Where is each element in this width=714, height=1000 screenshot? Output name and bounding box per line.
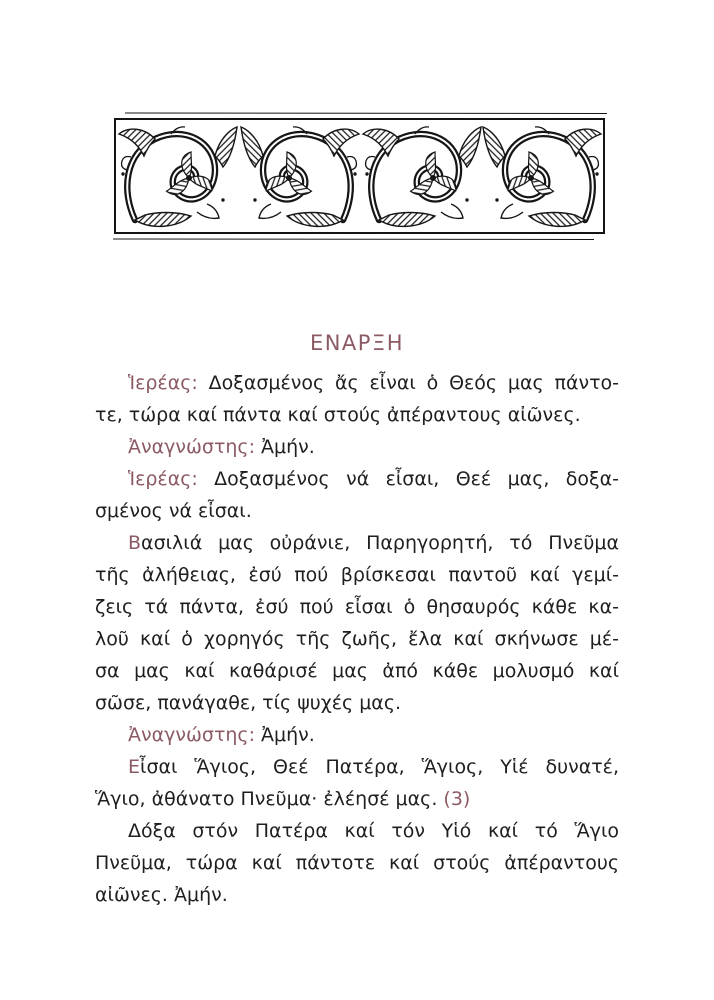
rubric-text: Ἀναγνώστης:	[128, 724, 255, 746]
text-line	[95, 879, 619, 911]
rubric-text: Ἱερέας:	[128, 372, 198, 394]
text-line	[95, 783, 619, 815]
text-line	[95, 751, 619, 783]
text-line	[95, 591, 619, 623]
text-line	[95, 495, 619, 527]
ornamental-headpiece	[113, 111, 607, 242]
text-line	[95, 655, 619, 687]
text-line	[95, 815, 619, 847]
body-text: τῆς ἀλήθειας, ἐσύ πού βρίσκεσαι παντοῦ καί γεμί-	[95, 564, 619, 586]
body-text: Ἅγιο, ἀθάνατο Πνεῦμα· ἐλέησέ μας.	[95, 788, 444, 810]
rubric-text: Β	[128, 532, 142, 554]
text-line	[95, 463, 619, 495]
rubric-text: Ε	[128, 756, 141, 778]
body-text: Δόξα στόν Πατέρα καί τόν Υἱό καί τό Ἅγιο	[128, 820, 619, 842]
body-text: Ἀμήν.	[254, 436, 315, 458]
body-text: Πνεῦμα, τώρα καί πάντοτε καί στούς ἀπέραντους	[95, 852, 619, 874]
body-text: σα μας καί καθάρισέ μας ἀπό κάθε μολυσμό καί	[95, 660, 619, 682]
rubric-text: Ἀναγνώστης:	[128, 436, 255, 458]
body-text: σῶσε, πανάγαθε, τίς ψυχές μας.	[95, 692, 402, 714]
rubric-text: (3)	[443, 788, 471, 810]
body-text: ἶσαι Ἅγιος, Θεέ Πατέρα, Ἅγιος, Υἱέ δυνατέ,	[140, 756, 619, 778]
text-line	[95, 719, 619, 751]
text-line	[95, 367, 619, 399]
body-text: Δοξασμένος νά εἶσαι, Θεέ μας, δοξα-	[197, 468, 619, 490]
body-text: ζεις τά πάντα, ἐσύ πού εἶσαι ὁ θησαυρός κάθε κα-	[95, 596, 619, 618]
text-line	[95, 623, 619, 655]
body-text: αἰῶνες. Ἀμήν.	[95, 884, 228, 906]
body-text: Δοξασμένος ἄς εἶναι ὁ Θεός μας πάντο-	[197, 372, 619, 394]
body-text: λοῦ καί ὁ χορηγός τῆς ζωῆς, ἔλα καί σκήνωσε μέ-	[95, 628, 619, 650]
body-text: σμένος νά εἶσαι.	[95, 500, 252, 522]
text-line	[95, 559, 619, 591]
text-line	[95, 431, 619, 463]
body-text: ασιλιά μας οὐράνιε, Παρηγορητή, τό Πνεῦμα	[141, 532, 619, 554]
body-text: τε, τώρα καί πάντα καί στούς ἀπέραντους αἰῶνες.	[95, 404, 581, 426]
text-line	[95, 527, 619, 559]
rubric-text: Ἱερέας:	[128, 468, 198, 490]
acanthus-scroll-engraving-icon	[113, 111, 607, 242]
text-line	[95, 687, 619, 719]
text-line	[95, 399, 619, 431]
liturgy-text	[95, 367, 619, 911]
section-title: ΕΝΑΡΞΗ	[309, 331, 405, 355]
body-text: Ἀμήν.	[254, 724, 315, 746]
text-line	[95, 847, 619, 879]
